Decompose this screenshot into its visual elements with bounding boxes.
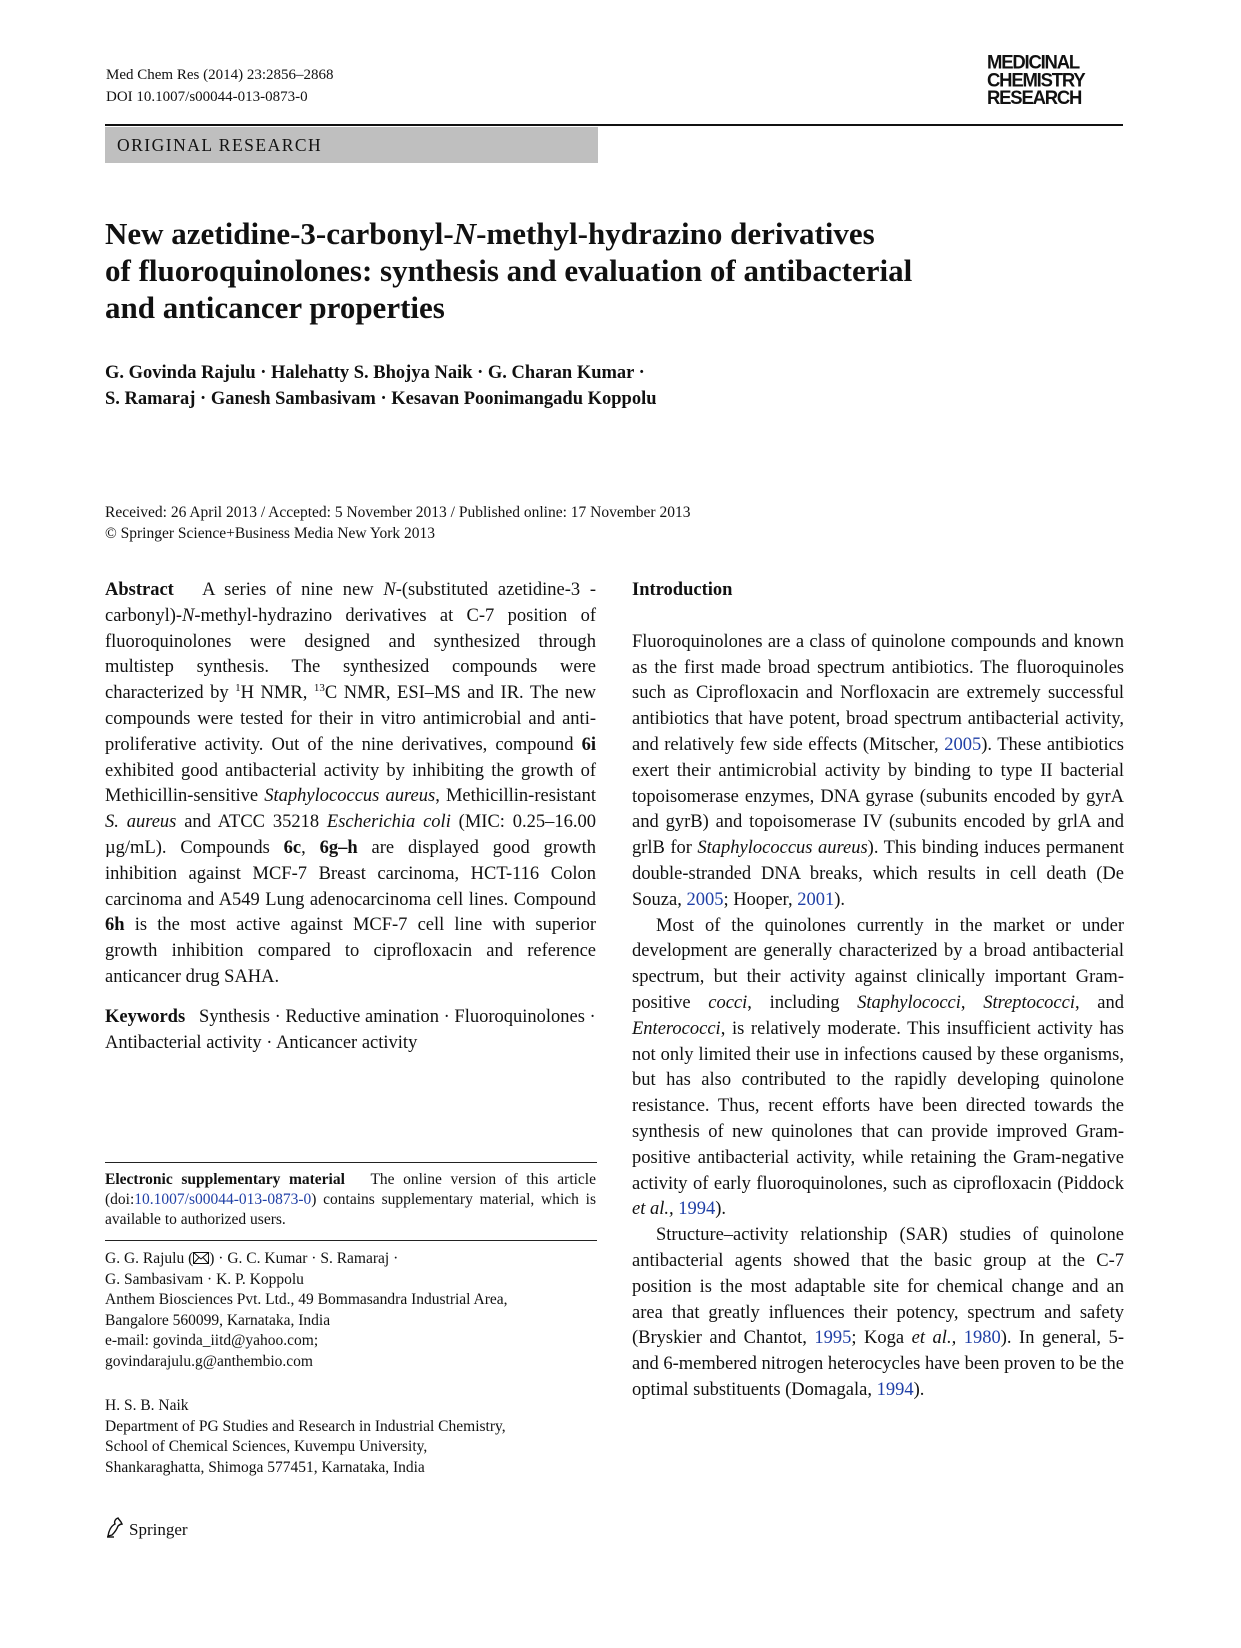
- publisher-footer: [105, 1516, 188, 1541]
- envelope-icon[interactable]: [193, 1252, 209, 1264]
- logo-line-1: MEDICINAL: [987, 50, 1079, 73]
- logo-line-3: RESEARCH: [987, 86, 1082, 109]
- title-line-2: of fluoroquinolones: synthesis and evaluation of antibacterial: [105, 253, 913, 288]
- title-line-1: New azetidine-3-carbonyl-N-methyl-hydrazino derivatives: [105, 216, 875, 251]
- doi-link[interactable]: 10.1007/s00044-013-0873-0: [134, 1191, 312, 1208]
- ref-hooper-2001[interactable]: 2001: [797, 889, 835, 910]
- abstract-label: Abstract: [105, 580, 174, 600]
- springer-horse-icon: [105, 1516, 125, 1538]
- intro-paragraph-1: Fluoroquinolones are a class of quinolone compounds and known as the first made broad spectrum antibiotics. The fluoroquinoles such as Ciprofloxacin and Norfloxacin are extremely successful antibiotics that have potent, broad spectrum antibacterial activity, and relatively few side effects (Mitscher, 2005). These antibiotics exert their antimicrobial activity by binding to type II bacterial topoisomerase enzymes, DNA gyrase (subunits encoded by gyrA and gyrB) and topoisomerase IV (subunits encoded by grlA and grlB for Staphylococcus aureus). This binding induces permanent double-stranded DNA breaks, which results in cell death (De Souza, 2005; Hooper, 2001).: [632, 631, 1125, 910]
- ref-koga-1980[interactable]: 1980: [963, 1328, 1001, 1349]
- article-title: [105, 215, 1105, 326]
- affiliation-divider: [105, 1240, 597, 1241]
- title-line-3: and anticancer properties: [105, 290, 445, 325]
- introduction-heading: Introduction: [632, 580, 733, 600]
- affiliation-2: H. S. B. Naik Department of PG Studies and Research in Industrial Chemistry, School of Chemical Sciences, Kuvempu University, Shankaraghatta, Shimoga 577451, Karnataka, India: [105, 1397, 506, 1476]
- ref-bryskier-1995[interactable]: 1995: [814, 1328, 852, 1349]
- keywords-text: Synthesis · Reductive amination · Fluoroquinolones · Antibacterial activity · Anticancer activity: [105, 1006, 596, 1053]
- email-1[interactable]: e-mail: govinda_iitd@yahoo.com;: [105, 1332, 319, 1350]
- intro-paragraph-2: Most of the quinolones currently in the market or under development are generally characterized by a broad antibacterial spectrum, but their activity against clinically important Gram-positive cocci, including Staphylococci, Streptococci, and Enterococci, is relatively moderate. This insufficient activity has not only limited their use in infections caused by these organisms, but has also contributed to the rapidly developing quinolone resistance. Thus, recent efforts have been directed towards the synthesis of new quinolones that can provide improved Gram-positive antibacterial activity, while retaining the Gram-negative activity of early fluoroquinolones, such as ciprofloxacin (Piddock et al., 1994).: [632, 915, 1124, 1220]
- journal-line: Med Chem Res (2014) 23:2856–2868: [106, 67, 334, 83]
- ref-domagala-1994[interactable]: 1994: [876, 1379, 914, 1400]
- esm-divider: [105, 1162, 597, 1163]
- dates-line: Received: 26 April 2013 / Accepted: 5 November 2013 / Published online: 17 November 2013: [105, 504, 691, 521]
- copyright-line: © Springer Science+Business Media New York 2013: [105, 525, 436, 542]
- keywords: [105, 1005, 596, 1057]
- publication-dates: [105, 502, 690, 544]
- category-band: ORIGINAL RESEARCH: [105, 127, 598, 163]
- affiliation-1: G. G. Rajulu ( ) · G. C. Kumar · S. Ramaraj · G. Sambasivam · K. P. Koppolu Anthem Biosciences Pvt. Ltd., 49 Bommasandra Industrial Area, Bangalore 560099, Karnataka, India e-mail: govinda_iitd@yahoo.com; govindarajulu.g@anthembio.com: [105, 1249, 596, 1373]
- supplementary-note: Electronic supplementary material The online version of this article (doi:10.1007/s00044-013-0873-0) contains supplementary material, which is available to authorized users.: [105, 1171, 596, 1228]
- authors-line-2: S. Ramaraj · Ganesh Sambasivam · Kesavan Poonimangadu Koppolu: [105, 389, 657, 409]
- doi-line: DOI 10.1007/s00044-013-0873-0: [106, 89, 308, 105]
- ref-piddock-1994[interactable]: 1994: [678, 1199, 716, 1220]
- header-divider: [105, 124, 1123, 126]
- authors-line-1: G. Govinda Rajulu · Halehatty S. Bhojya Naik · G. Charan Kumar ·: [105, 363, 645, 383]
- author-list: [105, 360, 1105, 412]
- ref-desouza-2005[interactable]: 2005: [686, 889, 724, 910]
- intro-paragraph-3: Structure–activity relationship (SAR) studies of quinolone antibacterial agents showed that the basic group at the C-7 position is the most adaptable site for chemical change and an area that greatly influences their potency, spectrum and safety (Bryskier and Chantot, 1995; Koga et al., 1980). In general, 5- and 6-membered nitrogen heterocycles have been proven to be the optimal substituents (Domagala, 1994).: [632, 1225, 1124, 1400]
- journal-logo: [987, 50, 1111, 109]
- journal-citation: [106, 64, 333, 108]
- logo-line-2: CHEMISTRY: [987, 68, 1085, 91]
- publisher-name: Springer: [129, 1520, 188, 1539]
- right-column: [632, 578, 1124, 1404]
- keywords-label: Keywords: [105, 1006, 186, 1027]
- abstract: Abstract A series of nine new N-(substituted azetidine-3 -carbonyl)-N-methyl-hydrazino derivatives at C-7 position of fluoroquinolones were designed and synthesized through multistep synthesis. The synthesized compounds were characterized by $^1$H NMR, $^{13}$C NMR, ESI–MS and IR. The new compounds were tested for their in vitro antimicrobial and anti-proliferative activity. Out of the nine derivatives, compound 6i exhibited good antibacterial activity by inhibiting the growth of Methicillin-sensitive Staphylococcus aureus, Methicillin-resistant S. aureus and ATCC 35218 Escherichia coli (MIC: 0.25–16.00 µg/mL). Compounds 6c, 6g–h are displayed good growth inhibition against MCF-7 Breast carcinoma, HCT-116 Colon carcinoma and A549 Lung adenocarcinoma cell lines. Compound 6h is the most active against MCF-7 cell line with superior growth inhibition compared to ciprofloxacin and reference anticancer drug SAHA.: [105, 580, 597, 987]
- left-column: [105, 578, 596, 1056]
- email-2[interactable]: govindarajulu.g@anthembio.com: [105, 1352, 313, 1370]
- ref-mitscher-2005[interactable]: 2005: [944, 734, 982, 755]
